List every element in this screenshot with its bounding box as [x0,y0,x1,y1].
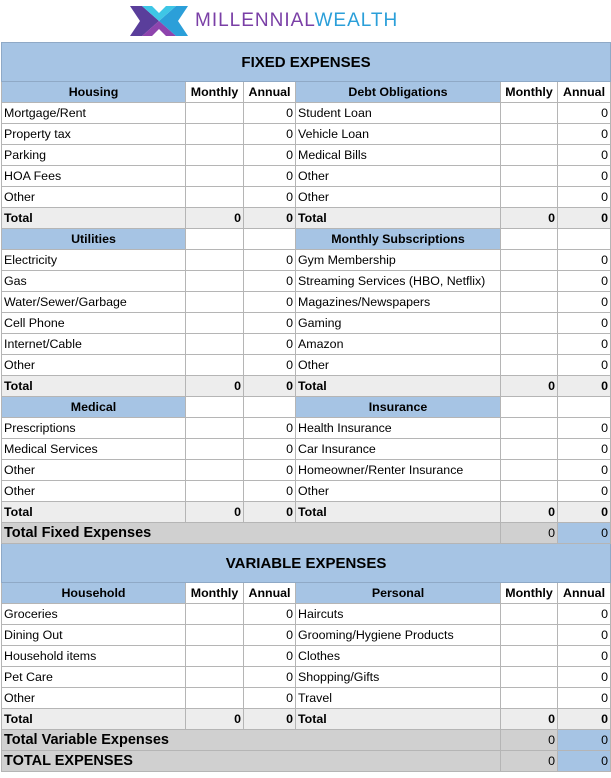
empty-cell [558,397,611,418]
annual-value: 0 [558,166,611,187]
expense-sheet [1,42,611,772]
annual-value: 0 [558,439,611,460]
annual-grand-total: 0 [558,751,611,772]
annual-column-header: Annual [558,82,611,103]
monthly-input[interactable] [186,313,244,334]
expense-label: Internet/Cable [2,334,186,355]
annual-value: 0 [558,667,611,688]
table-row [2,751,611,772]
annual-total: 0 [244,502,296,523]
monthly-input[interactable] [186,355,244,376]
total-label: Total [296,502,501,523]
annual-grand-total: 0 [558,730,611,751]
expense-label: Property tax [2,124,186,145]
total-label: Total [2,709,186,730]
table-row [2,43,611,82]
annual-total: 0 [244,376,296,397]
table-row [2,502,611,523]
monthly-input[interactable] [501,250,558,271]
annual-value: 0 [558,355,611,376]
annual-value: 0 [244,334,296,355]
monthly-input[interactable] [186,460,244,481]
table-row [2,166,611,187]
annual-value: 0 [558,103,611,124]
annual-value: 0 [244,103,296,124]
table-row [2,730,611,751]
annual-value: 0 [558,145,611,166]
annual-value: 0 [244,604,296,625]
expense-label: Household items [2,646,186,667]
monthly-input[interactable] [501,604,558,625]
table-row [2,82,611,103]
expense-label: Prescriptions [2,418,186,439]
table-row [2,376,611,397]
section-header: Housing [2,82,186,103]
expense-label: Cell Phone [2,313,186,334]
section-header: Household [2,583,186,604]
monthly-input[interactable] [186,250,244,271]
table-row [2,313,611,334]
expense-label: Other [296,481,501,502]
annual-value: 0 [244,145,296,166]
brand-name [195,10,398,32]
expense-label: Gas [2,271,186,292]
expense-label: Other [2,481,186,502]
annual-value: 0 [558,625,611,646]
expense-label: Water/Sewer/Garbage [2,292,186,313]
empty-cell [501,229,558,250]
monthly-total: 0 [186,376,244,397]
monthly-grand-total: 0 [501,523,558,544]
expense-label: Haircuts [296,604,501,625]
monthly-input[interactable] [186,103,244,124]
monthly-input[interactable] [501,271,558,292]
annual-value: 0 [244,481,296,502]
expense-label: Other [2,355,186,376]
table-row [2,418,611,439]
annual-value: 0 [244,271,296,292]
annual-value: 0 [558,292,611,313]
annual-total: 0 [244,208,296,229]
expense-label: Gym Membership [296,250,501,271]
annual-value: 0 [244,355,296,376]
monthly-input[interactable] [186,625,244,646]
annual-value: 0 [244,187,296,208]
table-row [2,544,611,583]
monthly-grand-total: 0 [501,751,558,772]
monthly-total: 0 [186,709,244,730]
monthly-column-header: Monthly [501,583,558,604]
monthly-total: 0 [501,502,558,523]
total-expenses: TOTAL EXPENSES [2,751,501,772]
monthly-input[interactable] [186,646,244,667]
annual-value: 0 [244,166,296,187]
monthly-input[interactable] [501,334,558,355]
annual-value: 0 [244,688,296,709]
table-row [2,187,611,208]
annual-value: 0 [244,292,296,313]
monthly-input[interactable] [186,418,244,439]
monthly-input[interactable] [501,355,558,376]
expense-label: Other [2,187,186,208]
expense-label: Dining Out [2,625,186,646]
annual-value: 0 [558,187,611,208]
expense-label: Student Loan [296,103,501,124]
table-row [2,124,611,145]
expense-label: Electricity [2,250,186,271]
monthly-input[interactable] [186,667,244,688]
table-row [2,481,611,502]
annual-total: 0 [558,208,611,229]
table-row [2,229,611,250]
annual-total: 0 [558,502,611,523]
expense-label: Grooming/Hygiene Products [296,625,501,646]
annual-value: 0 [558,604,611,625]
monthly-total: 0 [501,709,558,730]
empty-cell [558,229,611,250]
table-row [2,460,611,481]
monthly-input[interactable] [501,313,558,334]
expense-label: HOA Fees [2,166,186,187]
expense-label: Vehicle Loan [296,124,501,145]
annual-value: 0 [558,418,611,439]
monthly-input[interactable] [186,334,244,355]
annual-value: 0 [244,418,296,439]
monthly-input[interactable] [186,292,244,313]
empty-cell [244,229,296,250]
expense-label: Other [296,355,501,376]
table-row [2,688,611,709]
monthly-input[interactable] [186,688,244,709]
monthly-input[interactable] [501,439,558,460]
annual-value: 0 [558,250,611,271]
monthly-input[interactable] [501,625,558,646]
table-row [2,292,611,313]
annual-value: 0 [558,460,611,481]
monthly-column-header: Monthly [186,583,244,604]
monthly-input[interactable] [501,292,558,313]
monthly-column-header: Monthly [186,82,244,103]
table-row [2,103,611,124]
monthly-column-header: Monthly [501,82,558,103]
table-row [2,604,611,625]
expense-label: Other [2,460,186,481]
monthly-input[interactable] [186,124,244,145]
expense-label: Car Insurance [296,439,501,460]
monthly-input[interactable] [186,604,244,625]
annual-total: 0 [558,709,611,730]
section-header: Utilities [2,229,186,250]
total-label: Total [296,709,501,730]
annual-column-header: Annual [558,583,611,604]
expense-label: Streaming Services (HBO, Netflix) [296,271,501,292]
annual-total: 0 [244,709,296,730]
annual-value: 0 [558,124,611,145]
monthly-input[interactable] [501,460,558,481]
empty-cell [186,397,244,418]
expense-label: Medical Services [2,439,186,460]
monthly-input[interactable] [501,124,558,145]
monthly-input[interactable] [501,418,558,439]
annual-value: 0 [244,439,296,460]
table-row [2,208,611,229]
empty-cell [244,397,296,418]
monthly-total: 0 [501,208,558,229]
expense-label: Clothes [296,646,501,667]
table-row [2,646,611,667]
brand-name-part1: MILLENNIAL [195,10,315,31]
monthly-total: 0 [186,502,244,523]
table-row [2,334,611,355]
monthly-input[interactable] [186,187,244,208]
annual-value: 0 [244,460,296,481]
annual-column-header: Annual [244,583,296,604]
monthly-input[interactable] [501,103,558,124]
expense-label: Other [296,187,501,208]
monthly-input[interactable] [186,145,244,166]
annual-value: 0 [244,625,296,646]
expense-label: Travel [296,688,501,709]
table-row [2,625,611,646]
table-row [2,250,611,271]
total-variable-expenses: Total Variable Expenses [2,730,501,751]
monthly-input[interactable] [501,166,558,187]
table-row [2,583,611,604]
annual-grand-total: 0 [558,523,611,544]
expense-label: Mortgage/Rent [2,103,186,124]
annual-value: 0 [244,667,296,688]
annual-value: 0 [244,124,296,145]
annual-value: 0 [558,334,611,355]
brand-logo [0,0,611,42]
expense-label: Homeowner/Renter Insurance [296,460,501,481]
section-header: Monthly Subscriptions [296,229,501,250]
total-label: Total [2,376,186,397]
monthly-total: 0 [501,376,558,397]
table-row [2,145,611,166]
monthly-input[interactable] [501,145,558,166]
total-label: Total [2,208,186,229]
empty-cell [186,229,244,250]
table-row [2,439,611,460]
annual-value: 0 [244,250,296,271]
annual-total: 0 [558,376,611,397]
section-header: Medical [2,397,186,418]
expense-label: Other [2,688,186,709]
monthly-input[interactable] [186,439,244,460]
annual-value: 0 [558,271,611,292]
monthly-input[interactable] [501,481,558,502]
monthly-input[interactable] [186,271,244,292]
total-label: Total [296,376,501,397]
annual-value: 0 [558,688,611,709]
expense-label: Groceries [2,604,186,625]
fixed-expenses-title: FIXED EXPENSES [2,43,611,82]
total-label: Total [296,208,501,229]
expense-label: Medical Bills [296,145,501,166]
table-row [2,709,611,730]
annual-value: 0 [558,646,611,667]
annual-value: 0 [244,313,296,334]
section-header: Personal [296,583,501,604]
expense-label: Shopping/Gifts [296,667,501,688]
monthly-grand-total: 0 [501,730,558,751]
monthly-input[interactable] [501,187,558,208]
variable-expenses-title: VARIABLE EXPENSES [2,544,611,583]
table-row [2,667,611,688]
total-label: Total [2,502,186,523]
annual-value: 0 [558,313,611,334]
annual-value: 0 [244,646,296,667]
annual-value: 0 [558,481,611,502]
monthly-input[interactable] [186,166,244,187]
expense-label: Other [296,166,501,187]
expense-label: Gaming [296,313,501,334]
empty-cell [501,397,558,418]
table-row [2,355,611,376]
table-row [2,397,611,418]
section-header: Debt Obligations [296,82,501,103]
annual-column-header: Annual [244,82,296,103]
monthly-total: 0 [186,208,244,229]
monthly-input[interactable] [501,667,558,688]
table-row [2,271,611,292]
monthly-input[interactable] [501,646,558,667]
table-row [2,523,611,544]
monthly-input[interactable] [501,688,558,709]
brand-name-part2: WEALTH [314,10,399,31]
expense-label: Amazon [296,334,501,355]
expense-label: Pet Care [2,667,186,688]
total-fixed-expenses: Total Fixed Expenses [2,523,501,544]
expense-label: Magazines/Newspapers [296,292,501,313]
expense-label: Health Insurance [296,418,501,439]
logo-icon [128,4,190,38]
monthly-input[interactable] [186,481,244,502]
section-header: Insurance [296,397,501,418]
expense-label: Parking [2,145,186,166]
